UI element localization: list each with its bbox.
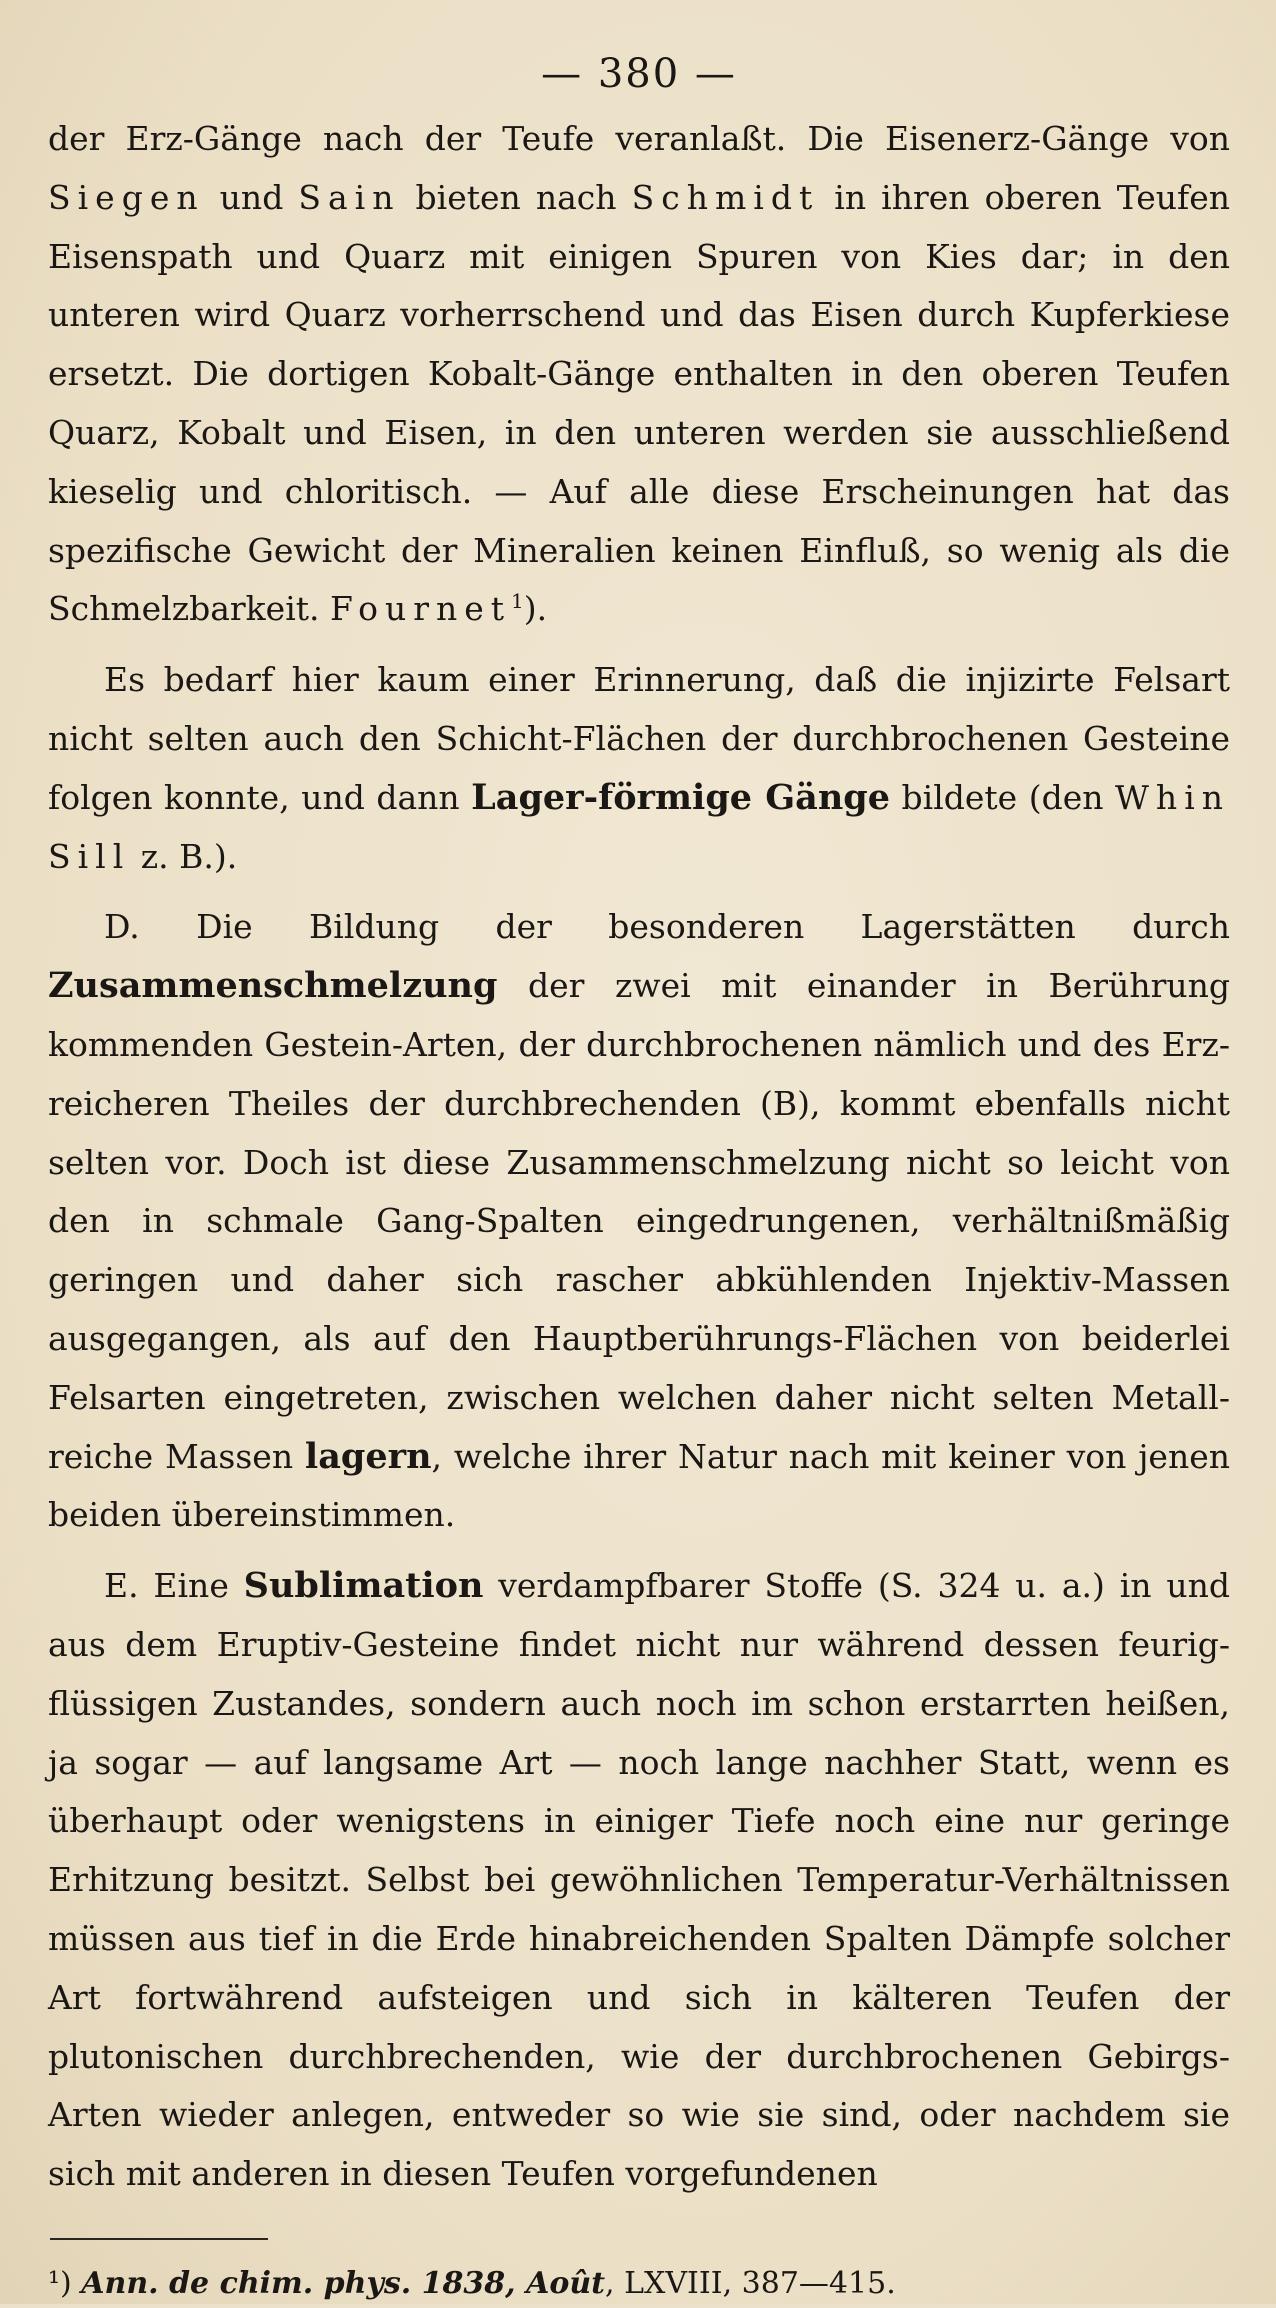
paragraph-1 — [48, 110, 1230, 639]
text-run: in ihren oberen Teufen Eisenspath und Quarz mit einigen Spuren von Kies dar; in den unteren wird Quarz vorherrschend und das Eisen durch Kupferkiese ersetzt. Die dortigen Kobalt-Gänge enthalten in den oberen Teufen Quarz, Kobalt und Eisen, in den unteren werden sie ausschließend kieselig und chloritisch. — Auf alle diese Erscheinungen hat das spezifische Gewicht der Mineralien keinen Einfluß, so wenig als die Schmelzbarkeit. — [48, 177, 1230, 629]
text-run: und — [204, 177, 299, 217]
body-text — [48, 110, 1230, 2204]
text-run: bieten nach — [400, 177, 632, 217]
text-run: der zwei mit einander in Berührung kommenden Gestein-Arten, der durchbrochenen nämlich und des Erz-reicheren Theiles der durchbrechenden (B), kommt ebenfalls nicht selten vor. Doch ist diese Zusammenschmelzung nicht so leicht von den in schmale Gang-Spalten eingedrungenen, verhältnißmäßig geringen und daher sich rascher abkühlenden Injektiv-Massen ausgegangen, als auf den Hauptberührungs-Flächen von beiderlei Felsarten eingetreten, zwischen welchen daher nicht selten Metall-reiche Massen — [48, 966, 1230, 1476]
paragraph-4 — [48, 1557, 1230, 2204]
emphasis-term: lagern — [304, 1435, 432, 1477]
text-run: , welche ihrer Natur nach mit keiner von jenen beiden übereinstimmen. — [48, 1436, 1230, 1535]
place-name: Whin Sill — [48, 777, 1230, 876]
section-label: D. — [104, 907, 140, 947]
text-run: Es bedarf hier kaum einer Erinnerung, daß die injizirte Felsart nicht selten auch den Schicht-Flächen der durchbrochenen Gesteine folgen konnte, und dann — [48, 660, 1230, 817]
text-run: der Erz-Gänge nach der Teufe veranlaßt. Die Eisenerz-Gänge von — [48, 119, 1230, 158]
author-name: Schmidt — [631, 177, 820, 217]
emphasis-term: Sublimation — [243, 1565, 484, 1607]
paragraph-3 — [48, 898, 1230, 1545]
footnote — [48, 2260, 1230, 2308]
footnote-mark: ¹) — [48, 2265, 72, 2301]
text-run: verdampfbarer Stoffe (S. 324 u. a.) in und aus dem Eruptiv-Gesteine findet nicht nur während dessen feurig-flüssigen Zustandes, sondern auch noch im schon erstarrten heißen, ja sogar — auf langsame Art — noch lange nachher Statt, wenn es überhaupt oder wenigstens in einiger Tiefe noch eine nur geringe Erhitzung besitzt. Selbst bei gewöhnlichen Temperatur-Verhältnissen müssen aus tief in die Erde hinabreichenden Spalten Dämpfe solcher Art fortwährend aufsteigen und sich in kälteren Teufen der plutonischen durchbrechenden, wie der durchbrochenen Gebirgs-Arten wieder anlegen, entweder so wie sie sind, oder nachdem sie sich mit anderen in diesen Teufen vorgefundenen — [48, 1566, 1230, 2194]
page-number: — 380 — — [541, 51, 737, 97]
emphasis-term: Lager-förmige Gänge — [471, 776, 891, 818]
section-label: E. — [104, 1566, 139, 1606]
paragraph-2 — [48, 651, 1230, 886]
footnote-citation: Ann. de chim. phys. 1838, Août — [81, 2265, 606, 2301]
text-run: z. B.). — [130, 836, 238, 876]
text-run: Die Bildung der besonderen Lagerstätten durch — [139, 907, 1230, 947]
text-run: bildete (den — [890, 777, 1116, 817]
emphasis-term: Zusammenschmelzung — [48, 965, 498, 1007]
author-name: Fournet — [330, 589, 512, 629]
place-name: Sain — [298, 177, 401, 217]
footnote-reference: 1 — [511, 589, 524, 614]
footnote-divider — [50, 2238, 268, 2240]
text-run: Eine — [138, 1566, 244, 1606]
footnote-citation-rest: , LXVIII, 387—415. — [605, 2265, 896, 2301]
place-name: Siegen — [48, 177, 205, 217]
text-run: ). — [523, 589, 548, 629]
